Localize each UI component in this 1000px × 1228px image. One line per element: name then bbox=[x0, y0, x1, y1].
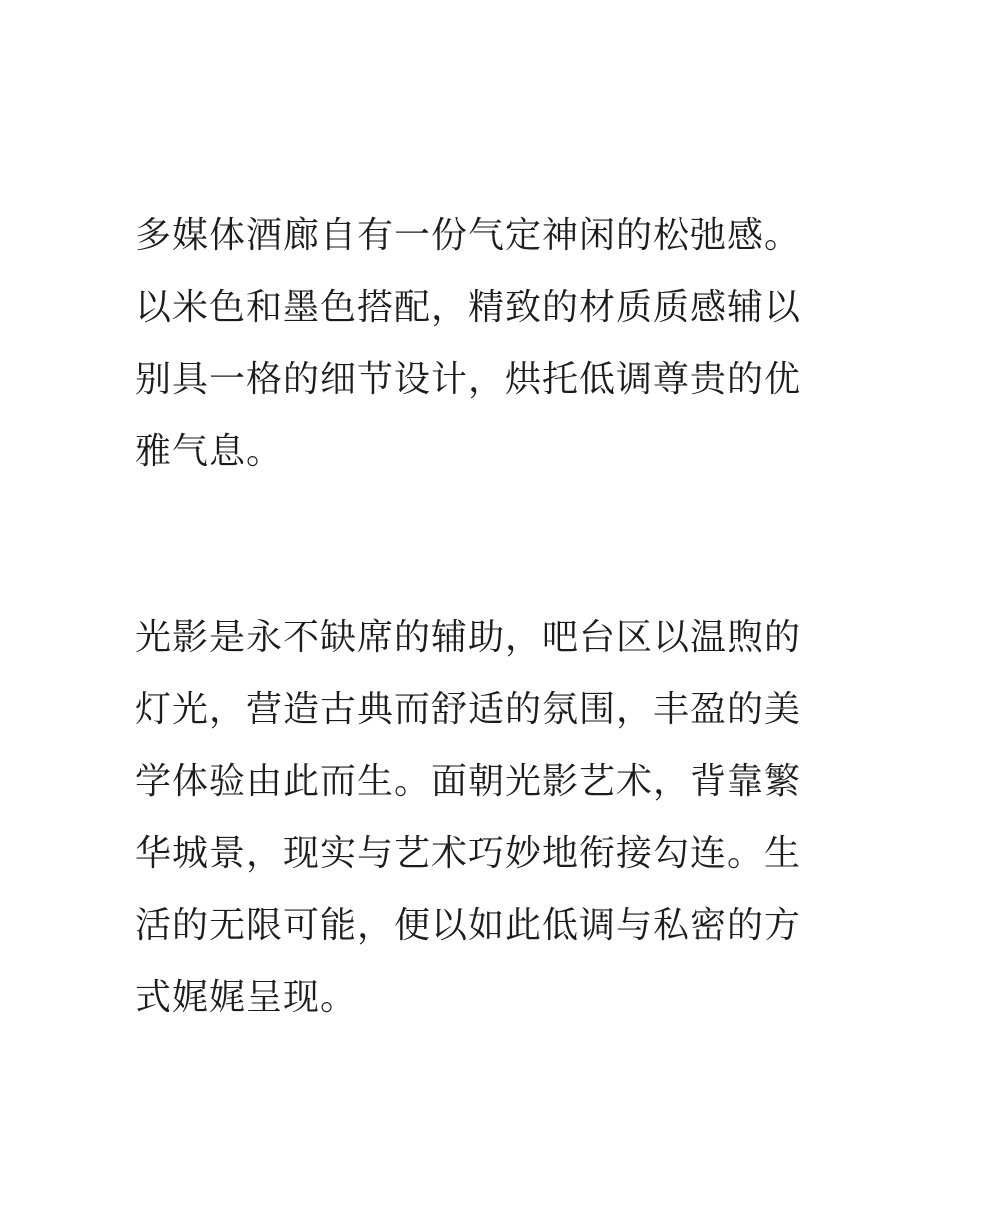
text-line: 华城景，现实与艺术巧妙地衔接勾连。生 bbox=[135, 833, 802, 874]
text-line: 学体验由此而生。面朝光影艺术，背靠繁 bbox=[135, 761, 802, 802]
paragraph-spacer bbox=[135, 488, 875, 602]
article-body bbox=[135, 200, 875, 1034]
text-line: 别具一格的细节设计，烘托低调尊贵的优 bbox=[135, 359, 802, 400]
text-line: 多媒体酒廊自有一份气定神闲的松弛感。 bbox=[135, 215, 802, 256]
paragraph-lighting bbox=[135, 602, 875, 1034]
text-line: 式娓娓呈现。 bbox=[135, 977, 358, 1018]
text-line: 雅气息。 bbox=[135, 431, 284, 472]
text-line: 光影是永不缺席的辅助，吧台区以温煦的 bbox=[135, 617, 802, 658]
text-line: 灯光，营造古典而舒适的氛围，丰盈的美 bbox=[135, 689, 802, 730]
text-line: 以米色和墨色搭配，精致的材质质感辅以 bbox=[135, 287, 802, 328]
text-line: 活的无限可能，便以如此低调与私密的方 bbox=[135, 905, 802, 946]
paragraph-lounge-intro bbox=[135, 200, 875, 488]
